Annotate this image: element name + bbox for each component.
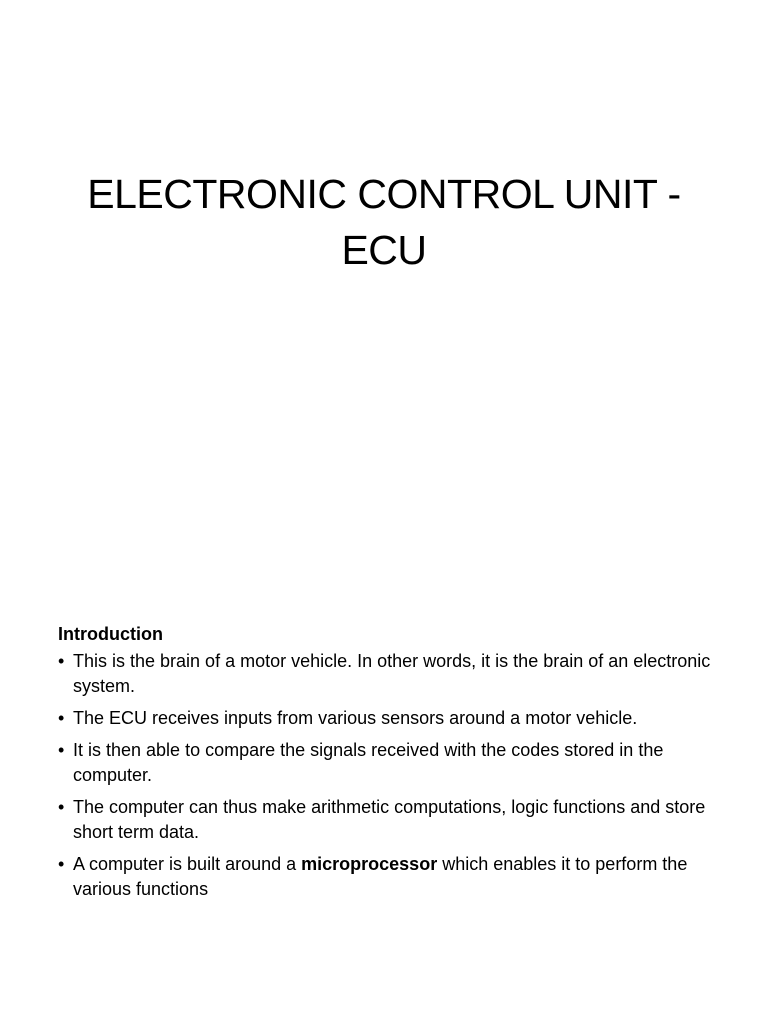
- slide-title-line-2: ECU: [341, 227, 427, 273]
- bullet-text: The computer can thus make arithmetic computations, logic functions and store short term data.: [73, 797, 706, 842]
- bullet-text-prefix: A computer is built around a: [73, 854, 302, 874]
- bullet-emphasis: microprocessor: [301, 854, 438, 874]
- bullet-dot-icon: •: [58, 740, 65, 760]
- bullet-dot-icon: •: [58, 854, 65, 874]
- slide-title: [40, 166, 728, 278]
- introduction-section: [58, 621, 738, 909]
- bullet-list: [58, 649, 738, 902]
- bullet-item: [58, 738, 738, 788]
- bullet-dot-icon: •: [58, 651, 65, 671]
- bullet-item: [58, 795, 738, 845]
- bullet-item: [58, 706, 738, 731]
- bullet-text: It is then able to compare the signals received with the codes stored in the computer.: [73, 740, 664, 785]
- bullet-dot-icon: •: [58, 797, 65, 817]
- bullet-text: The ECU receives inputs from various sensors around a motor vehicle.: [73, 708, 638, 728]
- bullet-dot-icon: •: [58, 708, 65, 728]
- bullet-text-suffix: which enables it to perform the various functions: [73, 854, 688, 899]
- bullet-item: [58, 852, 738, 902]
- bullet-item: [58, 649, 738, 699]
- slide-title-line-1: ELECTRONIC CONTROL UNIT -: [87, 171, 681, 217]
- section-heading: Introduction: [58, 624, 163, 644]
- bullet-text: This is the brain of a motor vehicle. In other words, it is the brain of an electronic system.: [73, 651, 711, 696]
